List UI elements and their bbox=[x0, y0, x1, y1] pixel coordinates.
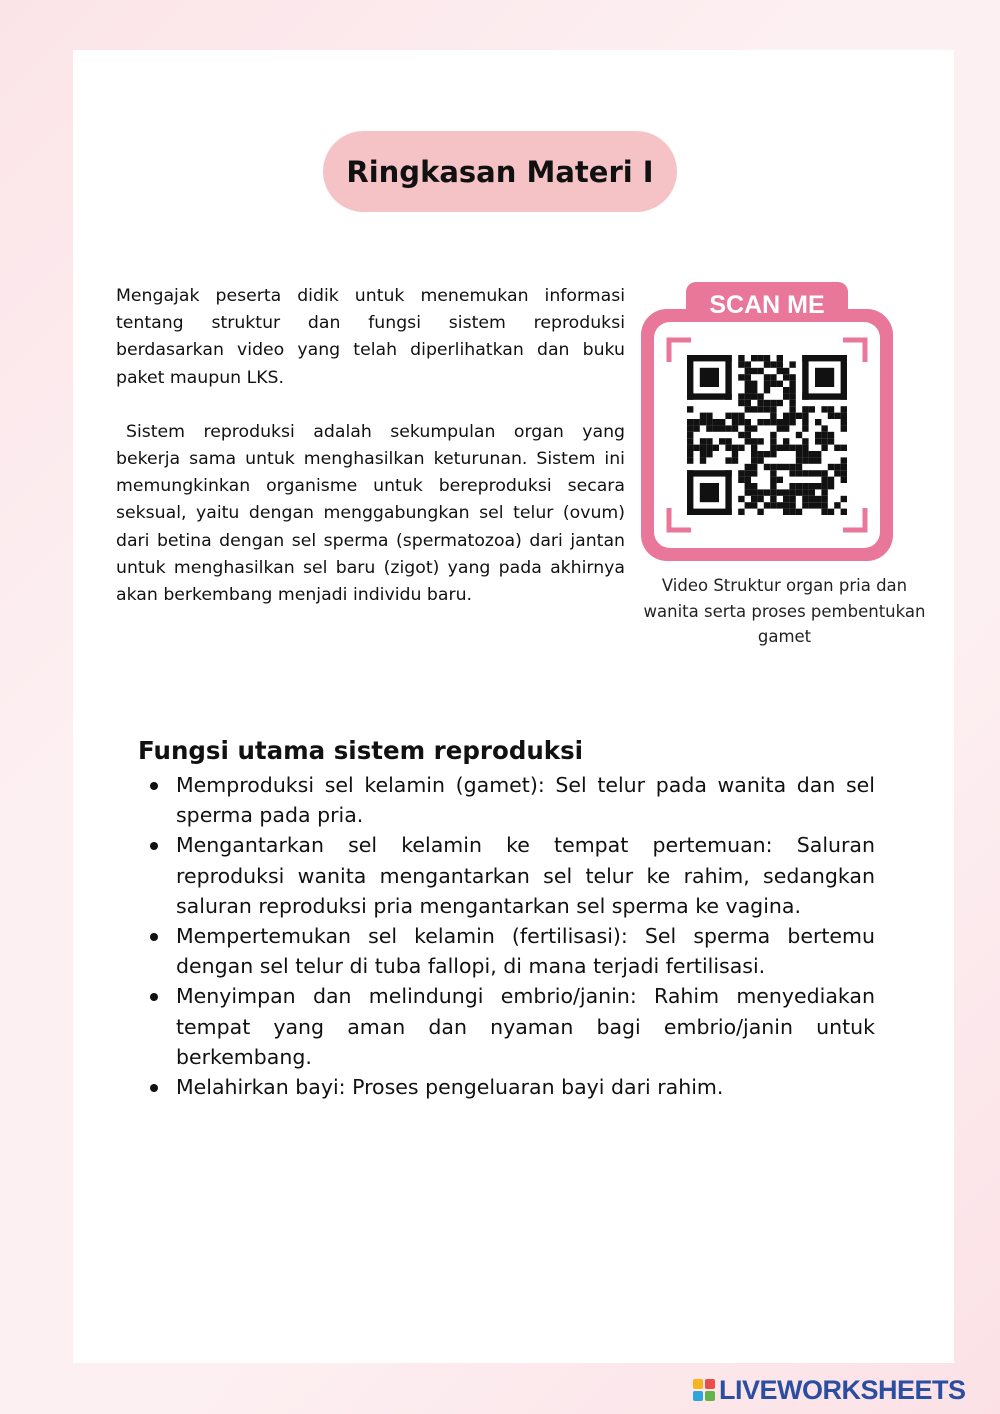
qr-module bbox=[777, 355, 783, 361]
qr-module bbox=[841, 470, 847, 476]
qr-module bbox=[828, 432, 834, 438]
qr-module bbox=[770, 470, 776, 476]
qr-module bbox=[783, 387, 789, 393]
qr-module bbox=[738, 432, 744, 438]
qr-module bbox=[725, 457, 731, 463]
qr-module bbox=[789, 387, 795, 393]
qr-module bbox=[815, 432, 821, 438]
functions-list bbox=[138, 770, 875, 1102]
qr-module bbox=[687, 451, 693, 457]
qr-module bbox=[841, 445, 847, 451]
qr-module bbox=[738, 355, 744, 361]
qr-module bbox=[828, 438, 834, 444]
qr-module bbox=[738, 445, 744, 451]
qr-module bbox=[738, 393, 744, 399]
qr-module bbox=[745, 381, 751, 387]
qr-module bbox=[777, 489, 783, 495]
qr-module bbox=[687, 470, 693, 515]
liveworksheets-logo[interactable] bbox=[693, 1375, 966, 1405]
qr-module bbox=[777, 445, 783, 451]
qr-module bbox=[789, 393, 795, 399]
qr-module bbox=[809, 496, 815, 502]
qr-module bbox=[841, 355, 847, 400]
qr-module bbox=[757, 451, 763, 457]
qr-module bbox=[815, 502, 821, 508]
qr-module bbox=[770, 496, 776, 502]
qr-module bbox=[770, 477, 776, 483]
qr-module bbox=[687, 509, 732, 515]
qr-module bbox=[764, 406, 770, 412]
qr-module bbox=[693, 425, 699, 431]
qr-module bbox=[700, 457, 706, 463]
qr-module bbox=[789, 464, 795, 470]
qr-module bbox=[687, 406, 693, 412]
qr-module bbox=[828, 477, 834, 483]
qr-module bbox=[777, 361, 783, 367]
qr-module bbox=[809, 470, 815, 476]
qr-module bbox=[815, 483, 821, 489]
qr-module bbox=[821, 432, 827, 438]
qr-module bbox=[783, 374, 789, 380]
bullet-icon bbox=[150, 933, 158, 941]
qr-module bbox=[700, 413, 706, 419]
qr-module bbox=[725, 355, 731, 400]
qr-module bbox=[764, 464, 770, 470]
qr-module bbox=[796, 432, 802, 438]
qr-module bbox=[757, 393, 763, 399]
qr-module bbox=[821, 483, 827, 489]
qr-module bbox=[770, 502, 776, 508]
qr-module bbox=[738, 361, 744, 367]
qr-module bbox=[757, 355, 763, 361]
qr-module bbox=[809, 451, 815, 457]
qr-module bbox=[834, 502, 840, 508]
qr-module bbox=[687, 432, 693, 438]
list-item-text: Melahirkan bayi: Proses pengeluaran bayi dari rahim. bbox=[176, 1075, 724, 1100]
qr-module bbox=[738, 477, 744, 483]
qr-module bbox=[700, 451, 706, 457]
logo-tile bbox=[693, 1391, 703, 1401]
qr-module bbox=[757, 489, 763, 495]
qr-module bbox=[789, 361, 795, 367]
qr-module bbox=[841, 509, 847, 515]
qr-module bbox=[796, 451, 802, 457]
qr-module bbox=[802, 496, 808, 502]
qr-module bbox=[751, 393, 757, 399]
qr-module bbox=[789, 489, 795, 495]
qr-module bbox=[783, 393, 789, 399]
qr-module bbox=[764, 355, 770, 361]
list-item bbox=[138, 921, 875, 981]
qr-module bbox=[757, 400, 763, 406]
qr-module bbox=[713, 425, 719, 431]
qr-module bbox=[796, 413, 802, 419]
qr-module bbox=[789, 419, 795, 425]
qr-module bbox=[770, 374, 776, 380]
qr-module bbox=[841, 464, 847, 470]
qr-module bbox=[770, 419, 776, 425]
qr-module bbox=[783, 496, 789, 502]
qr-module bbox=[745, 374, 751, 380]
qr-module bbox=[738, 470, 744, 476]
qr-module bbox=[821, 406, 827, 412]
qr-module bbox=[789, 406, 795, 412]
qr-module bbox=[802, 445, 808, 451]
qr-module bbox=[719, 419, 725, 425]
qr-module bbox=[770, 400, 776, 406]
bullet-icon bbox=[150, 782, 158, 790]
bullet-icon bbox=[150, 993, 158, 1001]
qr-module bbox=[738, 413, 744, 419]
qr-module bbox=[738, 509, 744, 515]
qr-module bbox=[751, 406, 757, 412]
qr-module bbox=[745, 368, 751, 374]
qr-module bbox=[802, 457, 808, 463]
qr-module bbox=[789, 413, 795, 419]
qr-module bbox=[706, 445, 712, 451]
qr-module bbox=[764, 502, 770, 508]
list-item bbox=[138, 830, 875, 921]
qr-module bbox=[713, 419, 719, 425]
qr-module bbox=[783, 464, 789, 470]
qr-module bbox=[770, 438, 776, 444]
qr-module bbox=[764, 419, 770, 425]
qr-module bbox=[751, 464, 757, 470]
qr-module bbox=[732, 445, 738, 451]
qr-module bbox=[725, 425, 731, 431]
qr-module bbox=[745, 387, 751, 393]
qr-module bbox=[789, 381, 795, 387]
qr-module bbox=[745, 406, 751, 412]
worksheet-page bbox=[73, 50, 954, 1363]
qr-module bbox=[713, 445, 719, 451]
qr-module bbox=[796, 489, 802, 495]
qr-module bbox=[815, 457, 821, 463]
logo-tile bbox=[705, 1391, 715, 1401]
qr-module bbox=[700, 483, 719, 502]
qr-module bbox=[764, 381, 770, 387]
qr-module bbox=[757, 368, 763, 374]
qr-module bbox=[738, 496, 744, 502]
qr-module bbox=[770, 413, 776, 419]
qr-module bbox=[745, 425, 751, 431]
qr-module bbox=[745, 419, 751, 425]
functions-heading: Fungsi utama sistem reproduksi bbox=[138, 736, 584, 765]
qr-module bbox=[687, 393, 732, 399]
qr-module bbox=[834, 470, 840, 476]
qr-module bbox=[809, 483, 815, 489]
qr-module bbox=[834, 445, 840, 451]
qr-module bbox=[751, 368, 757, 374]
qr-module bbox=[777, 400, 783, 406]
qr-module bbox=[732, 451, 738, 457]
qr-module bbox=[802, 413, 808, 419]
list-item-text: Mengantarkan sel kelamin ke tempat pertemuan: Saluran reproduksi wanita mengantarkan sel telur ke rahim, sedangkan saluran reproduksi pria mengantarkan sel sperma ke vagina. bbox=[176, 833, 875, 918]
intro-paragraph-2: Sistem reproduksi adalah sekumpulan organ yang bekerja sama untuk menghasilkan keturunan. Sistem ini memungkinkan organisme untuk bereproduksi secara seksual, yaitu dengan menggabungkan sel telur (ovum) dari betina dengan sel sperma (spermatozoa) dari jantan untuk menghasilkan sel baru (zigot) yang pada akhirnya akan berkembang menjadi individu baru. bbox=[116, 421, 625, 606]
qr-module bbox=[745, 502, 751, 508]
qr-module bbox=[700, 438, 706, 444]
qr-module bbox=[783, 425, 789, 431]
qr-module bbox=[809, 406, 815, 412]
bullet-icon bbox=[150, 1084, 158, 1092]
list-item bbox=[138, 770, 875, 830]
qr-module bbox=[802, 438, 808, 444]
logo-tile bbox=[705, 1379, 715, 1389]
qr-module bbox=[828, 483, 834, 489]
qr-module bbox=[770, 451, 776, 457]
qr-module bbox=[751, 381, 757, 387]
list-item bbox=[138, 1072, 875, 1102]
qr-module bbox=[770, 445, 776, 451]
qr-module bbox=[687, 419, 693, 425]
logo-tiles-icon bbox=[693, 1379, 715, 1401]
qr-module bbox=[809, 502, 815, 508]
qr-module bbox=[777, 477, 783, 483]
qr-module bbox=[751, 451, 757, 457]
qr-caption: Video Struktur organ pria dan wanita serta proses pembentukan gamet bbox=[643, 576, 926, 646]
qr-module bbox=[725, 438, 731, 444]
qr-module bbox=[834, 464, 840, 470]
qr-module bbox=[764, 400, 770, 406]
qr-module bbox=[751, 470, 757, 476]
qr-module bbox=[751, 496, 757, 502]
qr-module bbox=[789, 470, 795, 476]
qr-module bbox=[777, 381, 783, 387]
qr-module bbox=[745, 483, 751, 489]
qr-module bbox=[802, 406, 808, 412]
qr-module bbox=[783, 489, 789, 495]
qr-module bbox=[802, 502, 808, 508]
qr-module bbox=[802, 489, 808, 495]
qr-module bbox=[828, 509, 834, 515]
qr-module bbox=[783, 368, 789, 374]
brand-name: LIVEWORKSHEETS bbox=[719, 1374, 966, 1405]
qr-module bbox=[796, 470, 802, 476]
list-item-text: Memproduksi sel kelamin (gamet): Sel telur pada wanita dan sel sperma pada pria. bbox=[176, 773, 875, 828]
intro-paragraph-1: Mengajak peserta didik untuk menemukan informasi tentang struktur dan fungsi sistem reproduksi berdasarkan video yang telah diperlihatkan dan buku paket maupun LKS. bbox=[116, 286, 625, 388]
qr-module bbox=[783, 502, 789, 508]
qr-module bbox=[706, 413, 712, 419]
qr-module bbox=[687, 470, 732, 476]
qr-module bbox=[777, 425, 783, 431]
qr-module bbox=[821, 502, 827, 508]
qr-module bbox=[751, 483, 757, 489]
qr-module bbox=[751, 502, 757, 508]
qr-module bbox=[738, 400, 744, 406]
qr-module bbox=[693, 419, 699, 425]
qr-module bbox=[738, 374, 744, 380]
qr-module bbox=[745, 489, 751, 495]
list-item-text: Mempertemukan sel kelamin (fertilisasi): Sel sperma bertemu dengan sel telur di tuba fallopi, di mana terjadi fertilisasi. bbox=[176, 924, 875, 979]
qr-module bbox=[841, 406, 847, 412]
qr-module bbox=[770, 361, 776, 367]
qr-module bbox=[745, 470, 751, 476]
qr-module bbox=[789, 400, 795, 406]
qr-module bbox=[783, 445, 789, 451]
qr-module bbox=[821, 496, 827, 502]
qr-module bbox=[789, 509, 795, 515]
qr-module bbox=[764, 451, 770, 457]
qr-module bbox=[687, 445, 693, 451]
qr-module bbox=[751, 489, 757, 495]
qr-module bbox=[745, 393, 751, 399]
qr-module bbox=[751, 425, 757, 431]
qr-module bbox=[815, 438, 821, 444]
qr-module bbox=[745, 432, 751, 438]
qr-module bbox=[828, 413, 834, 419]
qr-module bbox=[687, 355, 693, 400]
qr-module bbox=[815, 368, 834, 387]
qr-module bbox=[687, 438, 693, 444]
qr-module bbox=[815, 419, 821, 425]
qr-module bbox=[725, 413, 731, 419]
qr-module bbox=[757, 406, 763, 412]
qr-module bbox=[757, 457, 763, 463]
qr-module bbox=[796, 457, 802, 463]
qr-module bbox=[706, 438, 712, 444]
qr-module bbox=[745, 477, 751, 483]
qr-module bbox=[757, 509, 763, 515]
qr-module bbox=[841, 419, 847, 425]
qr-module bbox=[821, 509, 827, 515]
qr-module bbox=[725, 470, 731, 515]
qr-scan-card[interactable] bbox=[641, 282, 893, 562]
qr-module bbox=[745, 464, 751, 470]
qr-module bbox=[777, 419, 783, 425]
qr-module bbox=[732, 413, 738, 419]
qr-module bbox=[770, 489, 776, 495]
qr-module bbox=[841, 496, 847, 502]
qr-module bbox=[745, 438, 751, 444]
qr-module bbox=[783, 438, 789, 444]
qr-module bbox=[693, 445, 699, 451]
qr-module bbox=[834, 413, 840, 419]
qr-module bbox=[719, 438, 725, 444]
qr-module bbox=[725, 445, 731, 451]
qr-module bbox=[841, 425, 847, 431]
qr-module bbox=[770, 432, 776, 438]
qr-module bbox=[796, 509, 802, 515]
qr-module bbox=[764, 374, 770, 380]
qr-module bbox=[802, 470, 808, 476]
qr-module bbox=[809, 457, 815, 463]
qr-module bbox=[687, 425, 693, 431]
qr-module bbox=[821, 438, 827, 444]
qr-module bbox=[757, 438, 763, 444]
qr-module bbox=[706, 425, 712, 431]
qr-module bbox=[796, 445, 802, 451]
qr-module bbox=[745, 361, 751, 367]
qr-module bbox=[828, 406, 834, 412]
qr-module bbox=[821, 477, 827, 483]
qr-module bbox=[751, 445, 757, 451]
qr-module bbox=[751, 457, 757, 463]
qr-module bbox=[764, 489, 770, 495]
qr-module bbox=[841, 457, 847, 463]
qr-module bbox=[789, 445, 795, 451]
list-item bbox=[138, 981, 875, 1072]
qr-module bbox=[770, 381, 776, 387]
qr-module bbox=[789, 496, 795, 502]
qr-module bbox=[802, 483, 808, 489]
qr-module bbox=[700, 445, 706, 451]
intro-text bbox=[116, 283, 625, 609]
qr-module bbox=[745, 400, 751, 406]
qr-module bbox=[770, 406, 776, 412]
qr-module bbox=[821, 470, 827, 476]
qr-module bbox=[764, 361, 770, 367]
qr-module bbox=[821, 489, 827, 495]
qr-module bbox=[796, 464, 802, 470]
qr-module bbox=[841, 413, 847, 419]
bullet-icon bbox=[150, 842, 158, 850]
qr-module bbox=[789, 483, 795, 489]
qr-module bbox=[802, 355, 847, 361]
qr-module bbox=[783, 413, 789, 419]
qr-module bbox=[738, 419, 744, 425]
qr-module bbox=[719, 425, 725, 431]
qr-module bbox=[802, 355, 808, 400]
qr-module bbox=[802, 425, 808, 431]
page-title: Ringkasan Materi I bbox=[346, 154, 654, 189]
qr-module bbox=[751, 387, 757, 393]
qr-module bbox=[687, 457, 693, 463]
qr-module bbox=[783, 509, 789, 515]
logo-tile bbox=[693, 1379, 703, 1389]
qr-module bbox=[732, 457, 738, 463]
qr-module bbox=[815, 496, 821, 502]
qr-module bbox=[815, 470, 821, 476]
qr-module bbox=[809, 489, 815, 495]
qr-module bbox=[802, 419, 808, 425]
qr-module bbox=[706, 451, 712, 457]
qr-module bbox=[828, 464, 834, 470]
qr-module bbox=[777, 502, 783, 508]
qr-module bbox=[700, 368, 719, 387]
qr-module bbox=[796, 483, 802, 489]
qr-code-graphic[interactable] bbox=[641, 282, 893, 562]
qr-module bbox=[700, 419, 706, 425]
qr-module bbox=[706, 419, 712, 425]
qr-module bbox=[732, 425, 738, 431]
qr-module bbox=[802, 393, 847, 399]
qr-module bbox=[783, 419, 789, 425]
qr-module bbox=[789, 374, 795, 380]
qr-module bbox=[770, 464, 776, 470]
qr-module bbox=[764, 387, 770, 393]
title-banner bbox=[323, 131, 677, 212]
qr-module bbox=[777, 464, 783, 470]
qr-module bbox=[815, 451, 821, 457]
functions-section bbox=[138, 734, 875, 1102]
list-item-text: Menyimpan dan melindungi embrio/janin: Rahim menyediakan tempat yang aman dan nyaman bagi embrio/janin untuk berkembang. bbox=[176, 984, 875, 1069]
qr-module bbox=[821, 425, 827, 431]
qr-module bbox=[841, 477, 847, 483]
qr-module bbox=[687, 355, 732, 361]
qr-module bbox=[757, 419, 763, 425]
qr-module bbox=[732, 419, 738, 425]
qr-module bbox=[751, 355, 757, 361]
qr-module bbox=[770, 483, 776, 489]
qr-module bbox=[821, 445, 827, 451]
qr-module bbox=[751, 438, 757, 444]
qr-module bbox=[777, 368, 783, 374]
qr-module bbox=[757, 496, 763, 502]
qr-module bbox=[802, 451, 808, 457]
scan-me-label: SCAN ME bbox=[709, 291, 825, 319]
qr-module bbox=[789, 502, 795, 508]
